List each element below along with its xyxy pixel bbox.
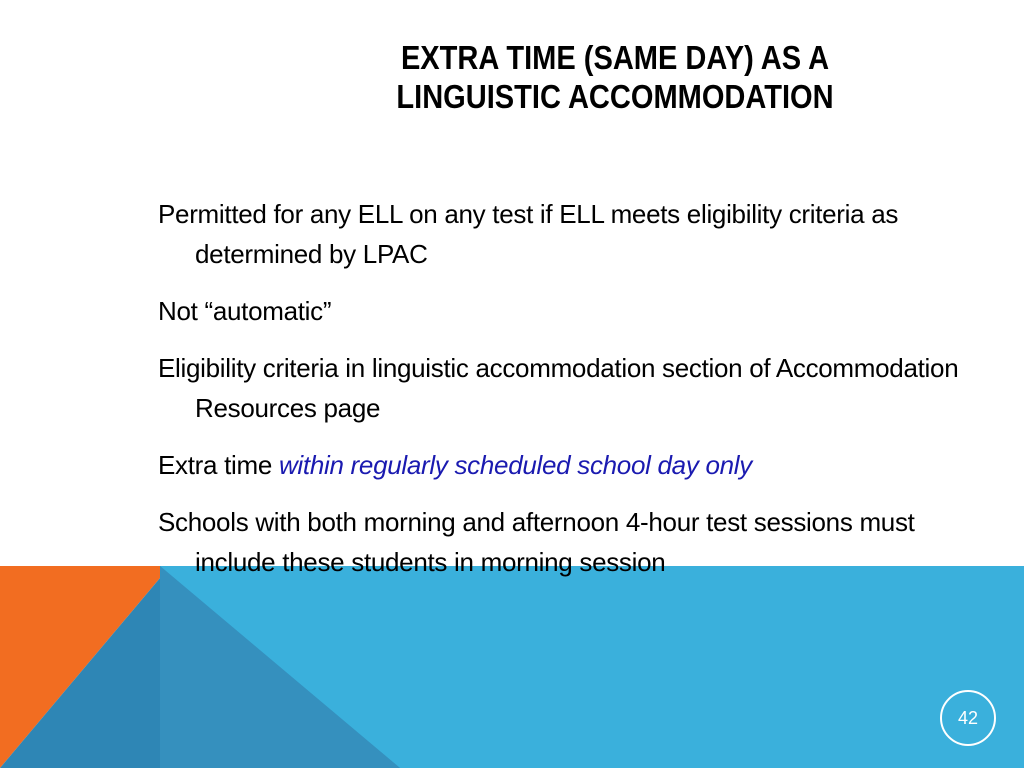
bullet-eligibility: Permitted for any ELL on any test if ELL meets eligibility criteria as determined by LPAC (158, 199, 899, 269)
slide-title (338, 38, 892, 116)
page-number-badge (940, 690, 996, 746)
title-line-1: EXTRA TIME (SAME DAY) AS A (400, 39, 830, 76)
extra-time-prefix: Extra time (158, 450, 279, 480)
bullet-criteria-location: Eligibility criteria in linguistic accommodation section of Accommodation Resources page (158, 353, 959, 423)
page-number: 42 (957, 707, 979, 728)
bullet-morning-session: Schools with both morning and afternoon 4-hour test sessions must include these students in morning session (158, 507, 915, 577)
bullet-not-automatic: Not “automatic” (158, 296, 332, 326)
title-line-2: LINGUISTIC ACCOMMODATION (396, 78, 834, 115)
extra-time-emphasis: within regularly scheduled school day only (278, 450, 752, 480)
bullet-list (158, 194, 968, 599)
bullet-extra-time (158, 445, 968, 485)
